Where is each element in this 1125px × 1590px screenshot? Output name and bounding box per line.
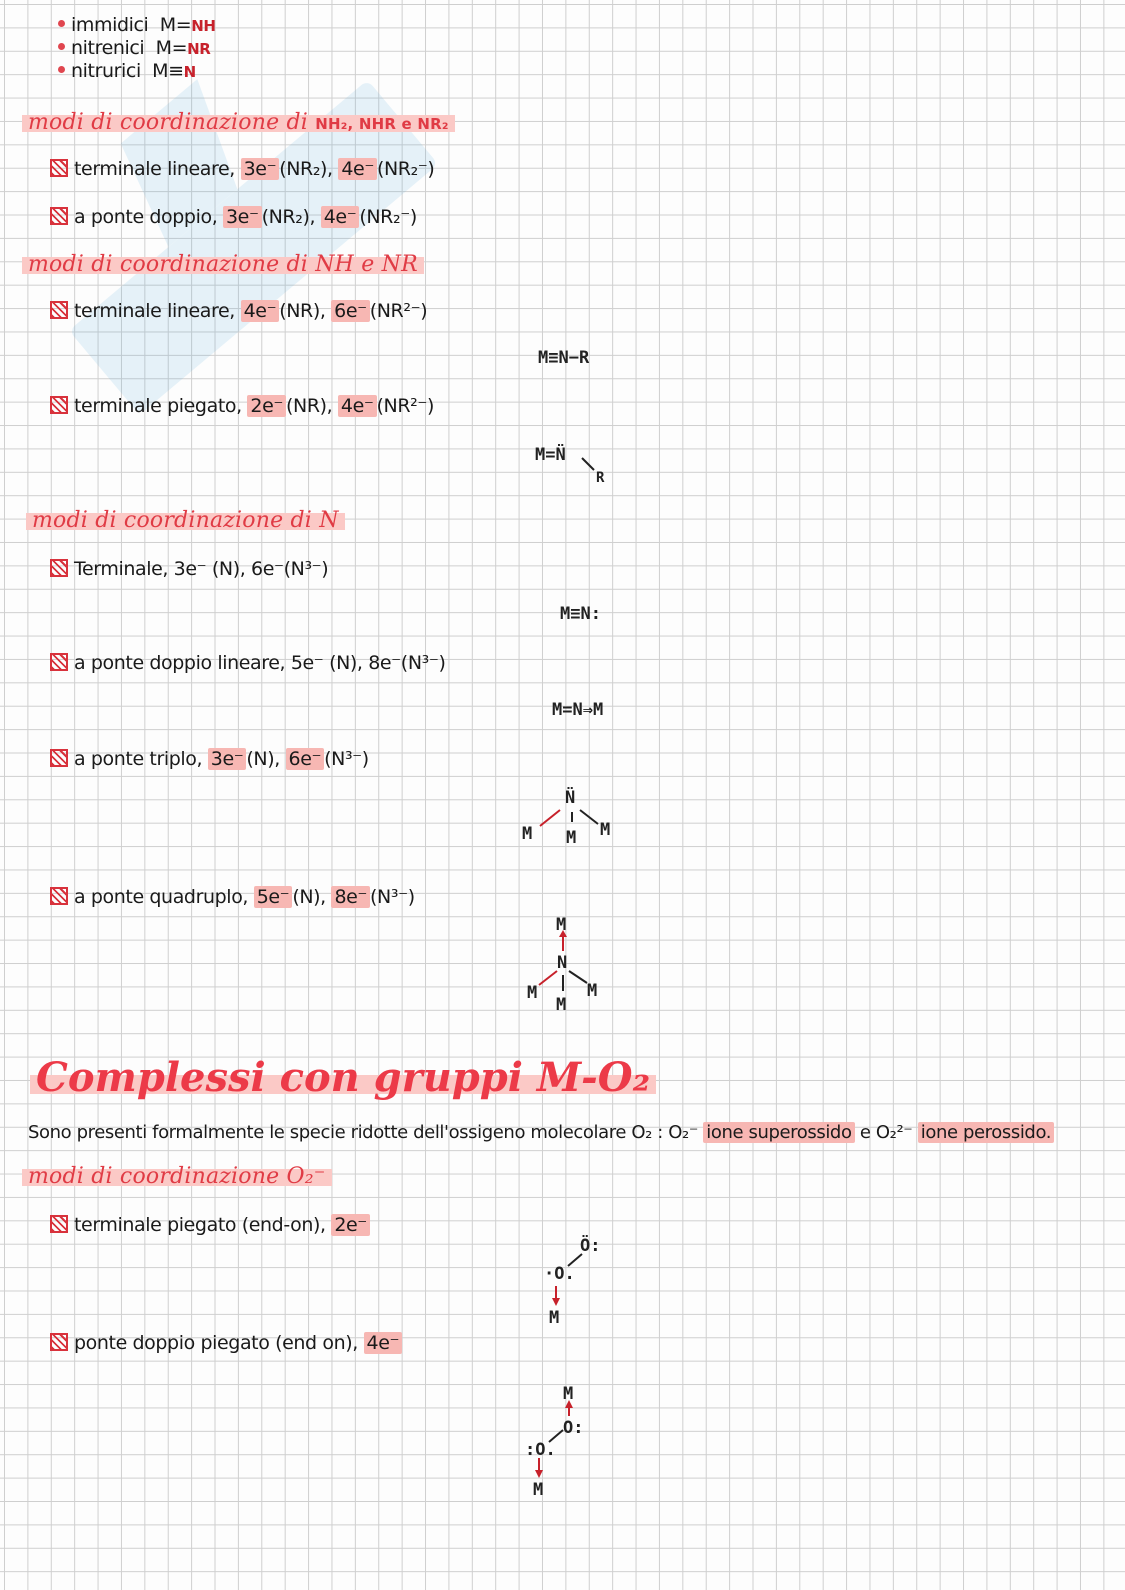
mode-label: terminale lineare, [74,158,235,180]
mode-item [50,652,446,674]
species: (N), [246,748,280,770]
section-heading-text: modi di coordinazione di NH e NR [28,252,418,277]
section-heading-text: modi di coordinazione O₂⁻ [28,1164,326,1189]
atom-metal: M [563,1384,574,1404]
structure-bridge-triple [520,788,620,858]
structure-terminal-bent-nr: M=N̈ [535,445,566,465]
atom-oxygen: Ö: [580,1236,601,1256]
checkbox-icon [50,653,68,671]
mode-item [50,395,434,417]
electron-count: 6e⁻ [331,300,370,322]
mode-item [50,300,427,322]
bullet-formula: M≡ [152,60,184,82]
electron-count: 4e⁻ [321,206,360,228]
bullet-icon [58,43,65,50]
checkbox-icon [50,749,68,767]
species: (NR₂), [261,206,316,228]
checkbox-icon [50,1333,68,1351]
checkbox-icon [50,559,68,577]
bonds-quadruple [525,915,615,1025]
electron-count: 4e⁻ [364,1332,403,1354]
species: (NR₂), [279,158,333,180]
bullet-formula: M= [159,14,192,36]
structure-bridge-double-linear: M=N⇒M [552,700,604,720]
bullet-item [58,14,216,37]
species: (N³⁻) [324,748,369,770]
atom-n: N̈ [565,788,576,808]
mode-label: a ponte quadruplo, [74,886,249,908]
atom-metal: M [522,824,533,844]
peroxide-label: ione perossido. [918,1122,1054,1143]
mode-label: a ponte triplo, [74,748,203,770]
bullet-item [58,37,216,60]
electron-count: 3e⁻ [208,748,247,770]
species: (NR²⁻) [369,300,428,322]
mode-label: terminale piegato (end-on), [74,1214,326,1236]
atom-metal: M [556,915,567,935]
atom-metal: M [533,1480,544,1500]
section-heading-text: modi di coordinazione di N [32,508,339,533]
substituent-r: R [596,470,605,486]
bullet-ligand: NH [191,17,216,35]
atom-oxygen: O: [563,1418,584,1438]
mode-label: Terminale, 3e⁻ (N), 6e⁻(N³⁻) [74,558,329,580]
bullet-label: nitrenici [71,37,145,59]
electron-count: 8e⁻ [331,886,370,908]
structure-end-on [540,1236,620,1336]
electron-count: 4e⁻ [338,395,377,417]
structure-terminal-linear-nr: M≡N−R [538,348,590,368]
mode-item [50,206,417,228]
checkbox-icon [50,301,68,319]
bullet-ligand: NR [187,40,211,58]
species: (NR²⁻) [376,395,435,417]
atom-metal: M [600,820,611,840]
bullet-ligand: N [183,63,196,81]
species: (NR₂⁻) [359,206,417,228]
bullet-list [58,14,216,83]
electron-count: 2e⁻ [247,395,286,417]
section-heading-n [26,508,345,533]
bullet-label: immidici [71,14,149,36]
species: (NR₂⁻) [376,158,435,180]
checkbox-icon [50,207,68,225]
species: (N), [292,886,326,908]
intro-text: Sono presenti formalmente le specie ridotte dell'ossigeno molecolare O₂ : O₂⁻ [28,1122,698,1143]
mode-label: ponte doppio piegato (end on), [74,1332,358,1354]
electron-count: 2e⁻ [331,1214,370,1236]
atom-oxygen: :O. [525,1440,556,1460]
section-heading-nh2 [22,110,455,135]
bullet-item [58,60,216,83]
atom-metal: M [587,981,598,1001]
section-heading-text: modi di coordinazione di [28,110,309,135]
checkbox-icon [50,396,68,414]
page-title-complexes: Complessi con gruppi M-O₂ [30,1054,656,1101]
peroxide-formula: e O₂²⁻ [859,1122,913,1143]
structure-bridge-end-on [525,1384,615,1504]
structure-terminal-n: M≡N: [560,604,601,624]
bullet-icon [58,20,65,27]
bullet-formula: M= [155,37,188,59]
electron-count: 3e⁻ [241,158,280,180]
mode-item [50,158,434,180]
electron-count: 4e⁻ [241,300,280,322]
species: (NR), [279,300,326,322]
electron-count: 3e⁻ [223,206,262,228]
mode-label: a ponte doppio lineare, 5e⁻ (N), 8e⁻(N³⁻) [74,652,446,674]
bullet-label: nitrurici [71,60,141,82]
section-heading-nh [22,252,424,277]
checkbox-icon [50,1215,68,1233]
atom-metal: M [549,1308,560,1328]
electron-count: 5e⁻ [254,886,293,908]
atom-metal: M [527,983,538,1003]
checkbox-icon [50,887,68,905]
superoxide-label: ione superossido [703,1122,854,1143]
species: (N³⁻) [370,886,415,908]
section-heading-ligands: NH₂, NHR e NR₂ [315,115,449,133]
mode-label: a ponte doppio, [74,206,218,228]
section-heading-o2 [22,1164,332,1189]
atom-metal: M [566,828,577,848]
mode-label: terminale lineare, [74,300,235,322]
structure-bridge-quadruple [525,915,615,1025]
mode-item [50,886,415,908]
mode-item [50,748,369,770]
mode-label: terminale piegato, [74,395,242,417]
atom-oxygen: ·O. [544,1264,575,1284]
intro-paragraph [28,1122,1054,1143]
bullet-icon [58,66,65,73]
electron-count: 6e⁻ [286,748,325,770]
electron-count: 4e⁻ [338,158,377,180]
mode-item [50,1332,402,1354]
atom-n: N [557,953,568,973]
mode-item [50,558,328,580]
atom-metal: M [556,995,567,1015]
species: (NR), [286,395,333,417]
mode-item [50,1214,370,1236]
checkbox-icon [50,159,68,177]
